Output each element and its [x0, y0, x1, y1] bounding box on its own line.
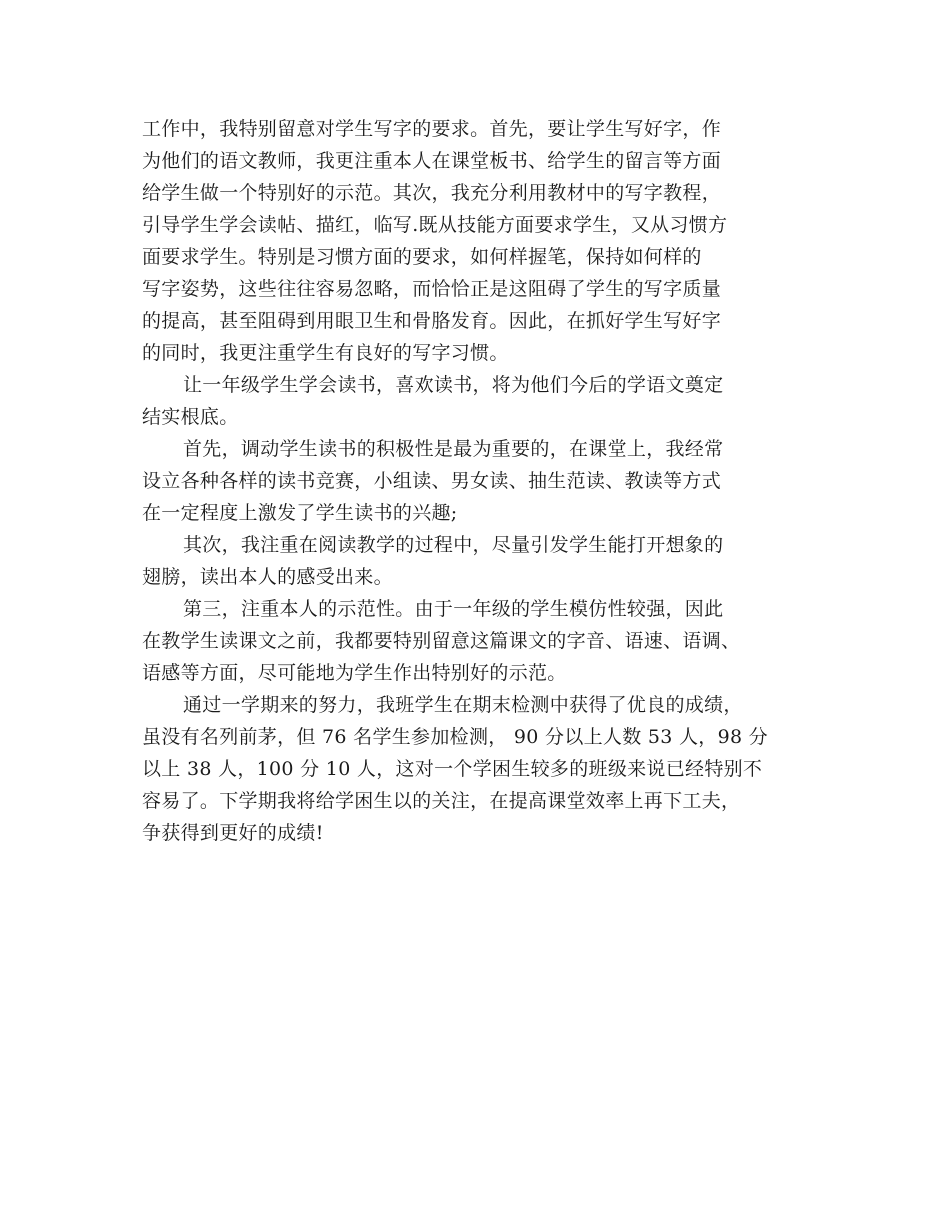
- text-line: 面要求学生。特别是习惯方面的要求，如何样握笔，保持如何样的: [142, 246, 702, 268]
- text-line: 虽没有名列前茅，但 76 名学生参加检测， 90 分以上人数 53 人，98 分: [142, 726, 768, 748]
- text-line: 以上 38 人，100 分 10 人，这对一个学困生较多的班级来说已经特别不: [142, 758, 763, 780]
- text-line: 争获得到更好的成绩!: [142, 822, 324, 844]
- text-line: 在一定程度上激发了学生读书的兴趣;: [142, 502, 458, 524]
- text-line: 结实根底。: [142, 406, 239, 428]
- text-line: 引导学生学会读帖、描红，临写.既从技能方面要求学生，又从习惯方: [142, 214, 728, 236]
- paragraph-reading-intro: [142, 369, 826, 433]
- text-line: 设立各种各样的读书竞赛，小组读、男女读、抽生范读、教读等方式: [142, 470, 722, 492]
- paragraph-reading-second: [142, 529, 826, 593]
- paragraph-reading-third: [142, 593, 826, 689]
- text-line: 为他们的语文教师，我更注重本人在课堂板书、给学生的留言等方面: [142, 150, 722, 172]
- text-line: 通过一学期来的努力，我班学生在期末检测中获得了优良的成绩，: [183, 694, 743, 716]
- text-line: 写字姿势，这些往往容易忽略，而恰恰正是这阻碍了学生的写字质量: [142, 278, 722, 300]
- paragraph-reading-first: [142, 433, 826, 529]
- text-line: 翅膀，读出本人的感受出来。: [142, 566, 393, 588]
- document-body: [142, 113, 826, 849]
- paragraph-writing-requirements: [142, 113, 826, 369]
- text-line: 首先，调动学生读书的积极性是最为重要的，在课堂上，我经常: [183, 438, 724, 460]
- text-line: 语感等方面，尽可能地为学生作出特别好的示范。: [142, 662, 567, 684]
- text-line: 让一年级学生学会读书，喜欢读书，将为他们今后的学语文奠定: [183, 374, 724, 396]
- text-line: 第三，注重本人的示范性。由于一年级的学生模仿性较强，因此: [183, 598, 724, 620]
- text-line: 容易了。下学期我将给学困生以的关注，在提高课堂效率上再下工夫，: [142, 790, 741, 812]
- text-line: 其次，我注重在阅读教学的过程中，尽量引发学生能打开想象的: [183, 534, 724, 556]
- text-line: 给学生做一个特别好的示范。其次，我充分利用教材中的写字教程，: [142, 182, 722, 204]
- paragraph-results-summary: [142, 689, 826, 849]
- text-line: 的同时，我更注重学生有良好的写字习惯。: [142, 342, 509, 364]
- text-line: 工作中，我特别留意对学生写字的要求。首先，要让学生写好字，作: [142, 118, 722, 140]
- text-line: 在教学生读课文之前，我都要特别留意这篇课文的字音、语速、语调、: [142, 630, 741, 652]
- text-line: 的提高，甚至阻碍到用眼卫生和骨胳发育。因此，在抓好学生写好字: [142, 310, 722, 332]
